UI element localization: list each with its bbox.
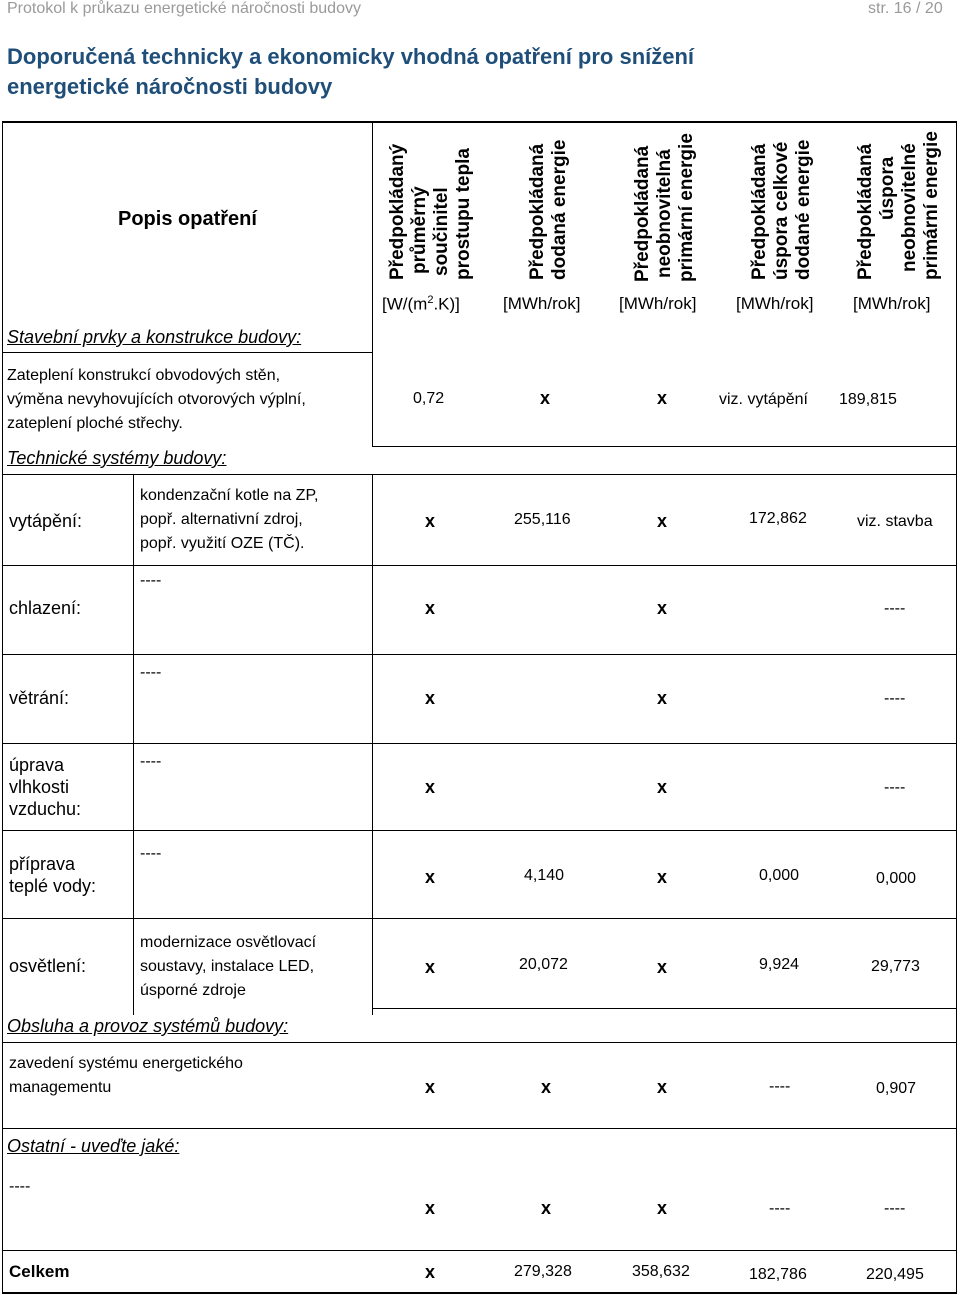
vetrani-v3: x	[657, 688, 668, 708]
vytapeni-label: vytápění:	[9, 511, 83, 531]
osvetleni-label: osvětlení:	[9, 956, 87, 976]
zatepleni-v4: viz. vytápění	[719, 391, 808, 408]
management-v5: 0,907	[876, 1080, 917, 1097]
chlazeni-v3: x	[657, 598, 668, 618]
vetrani-v1: x	[425, 688, 436, 708]
priprava-v4: 0,000	[759, 867, 800, 884]
osvetleni-v3: x	[657, 957, 668, 977]
col4-header: Předpokládaná úspora celkové dodané energie	[749, 139, 814, 280]
vytapeni-v2: 255,116	[514, 511, 571, 528]
celkem-v5: 220,495	[866, 1266, 924, 1283]
page-title-line1: Doporučená technicky a ekonomicky vhodná opatření pro snížení	[7, 44, 695, 69]
priprava-v5: 0,000	[876, 870, 917, 887]
col1-header: Předpokládaný průměrný součinitel prostupu tepla	[387, 143, 474, 280]
unit-col5: [MWh/rok]	[853, 294, 931, 313]
popis-header: Popis opatření	[118, 208, 257, 230]
celkem-v4: 182,786	[749, 1266, 807, 1283]
vetrani-label: větrání:	[9, 688, 70, 708]
priprava-v3: x	[657, 867, 668, 887]
ostatni-v2: x	[541, 1198, 552, 1218]
page-title-line2: energetické náročnosti budovy	[7, 74, 333, 99]
celkem-v2: 279,328	[514, 1263, 572, 1280]
vytapeni-v1: x	[425, 511, 436, 531]
ostatni-v4: ----	[769, 1200, 791, 1217]
section-technicke: Technické systémy budovy:	[7, 448, 227, 468]
management-desc: zavedení systému energetického managementu	[9, 1055, 243, 1096]
priprava-v2: 4,140	[524, 867, 565, 884]
management-v2: x	[541, 1077, 552, 1097]
section-stavebni: Stavební prvky a konstrukce budovy:	[7, 327, 302, 347]
section-ostatni: Ostatní - uveďte jaké:	[7, 1136, 180, 1156]
ostatni-v3: x	[657, 1198, 668, 1218]
priprava-label: příprava teplé vody:	[9, 854, 97, 896]
unit-col1: $[W/(m^2.K)]$	[382, 294, 460, 314]
uprava-v5: ----	[884, 779, 906, 796]
chlazeni-v1: x	[425, 598, 436, 618]
osvetleni-v4: 9,924	[759, 956, 800, 973]
unit-col4: [MWh/rok]	[736, 294, 814, 313]
ostatni-desc: ----	[9, 1178, 31, 1195]
uprava-desc: ----	[140, 753, 162, 770]
zatepleni-v2: x	[540, 388, 551, 408]
chlazeni-label: chlazení:	[9, 598, 82, 618]
management-v1: x	[425, 1077, 436, 1097]
vytapeni-v4: 172,862	[749, 510, 807, 527]
celkem-v1: x	[425, 1262, 436, 1282]
management-v4: ----	[769, 1078, 791, 1095]
section-obsluha: Obsluha a provoz systémů budovy:	[7, 1016, 289, 1036]
vytapeni-desc: kondenzační kotle na ZP, popř. alternativní zdroj, popř. využití OZE (TČ).	[140, 487, 319, 552]
col5-header: Předpokládaná úspora neobnovitelné primární energie	[855, 131, 942, 280]
priprava-desc: ----	[140, 845, 162, 862]
vytapeni-v5: viz. stavba	[857, 513, 933, 530]
unit-col2: [MWh/rok]	[503, 294, 581, 313]
osvetleni-v5: 29,773	[871, 958, 920, 975]
ostatni-v1: x	[425, 1198, 436, 1218]
management-v3: x	[657, 1077, 668, 1097]
zatepleni-v3: x	[657, 388, 668, 408]
osvetleni-desc: modernizace osvětlovací soustavy, instalace LED, úsporné zdroje	[140, 934, 317, 999]
celkem-v3: 358,632	[632, 1263, 690, 1280]
priprava-v1: x	[425, 867, 436, 887]
vetrani-v5: ----	[884, 690, 906, 707]
ostatni-v5: ----	[884, 1200, 906, 1217]
uprava-v3: x	[657, 777, 668, 797]
col3-header: Předpokládaná neobnovitelná primární energie	[632, 133, 697, 282]
osvetleni-v1: x	[425, 957, 436, 977]
uprava-label: úprava vlhkosti vzduchu:	[9, 755, 82, 819]
vytapeni-v3: x	[657, 511, 668, 531]
document-header: Protokol k průkazu energetické náročnosti budovy	[7, 0, 361, 17]
col2-header: Předpokládaná dodaná energie	[527, 139, 570, 280]
zatepleni-v5: 189,815	[839, 391, 897, 408]
osvetleni-v2: 20,072	[519, 956, 568, 973]
vetrani-desc: ----	[140, 664, 162, 681]
celkem-label: Celkem	[9, 1262, 70, 1281]
unit-col3: [MWh/rok]	[619, 294, 697, 313]
page-number: str. 16 / 20	[868, 0, 943, 17]
chlazeni-desc: ----	[140, 572, 162, 589]
chlazeni-v5: ----	[884, 600, 906, 617]
zatepleni-v1: 0,72	[413, 390, 445, 407]
zatepleni-desc: Zateplení konstrukcí obvodových stěn, výměna nevyhovujících otvorových výplní, zateplení ploché střechy.	[7, 367, 306, 432]
uprava-v1: x	[425, 777, 436, 797]
